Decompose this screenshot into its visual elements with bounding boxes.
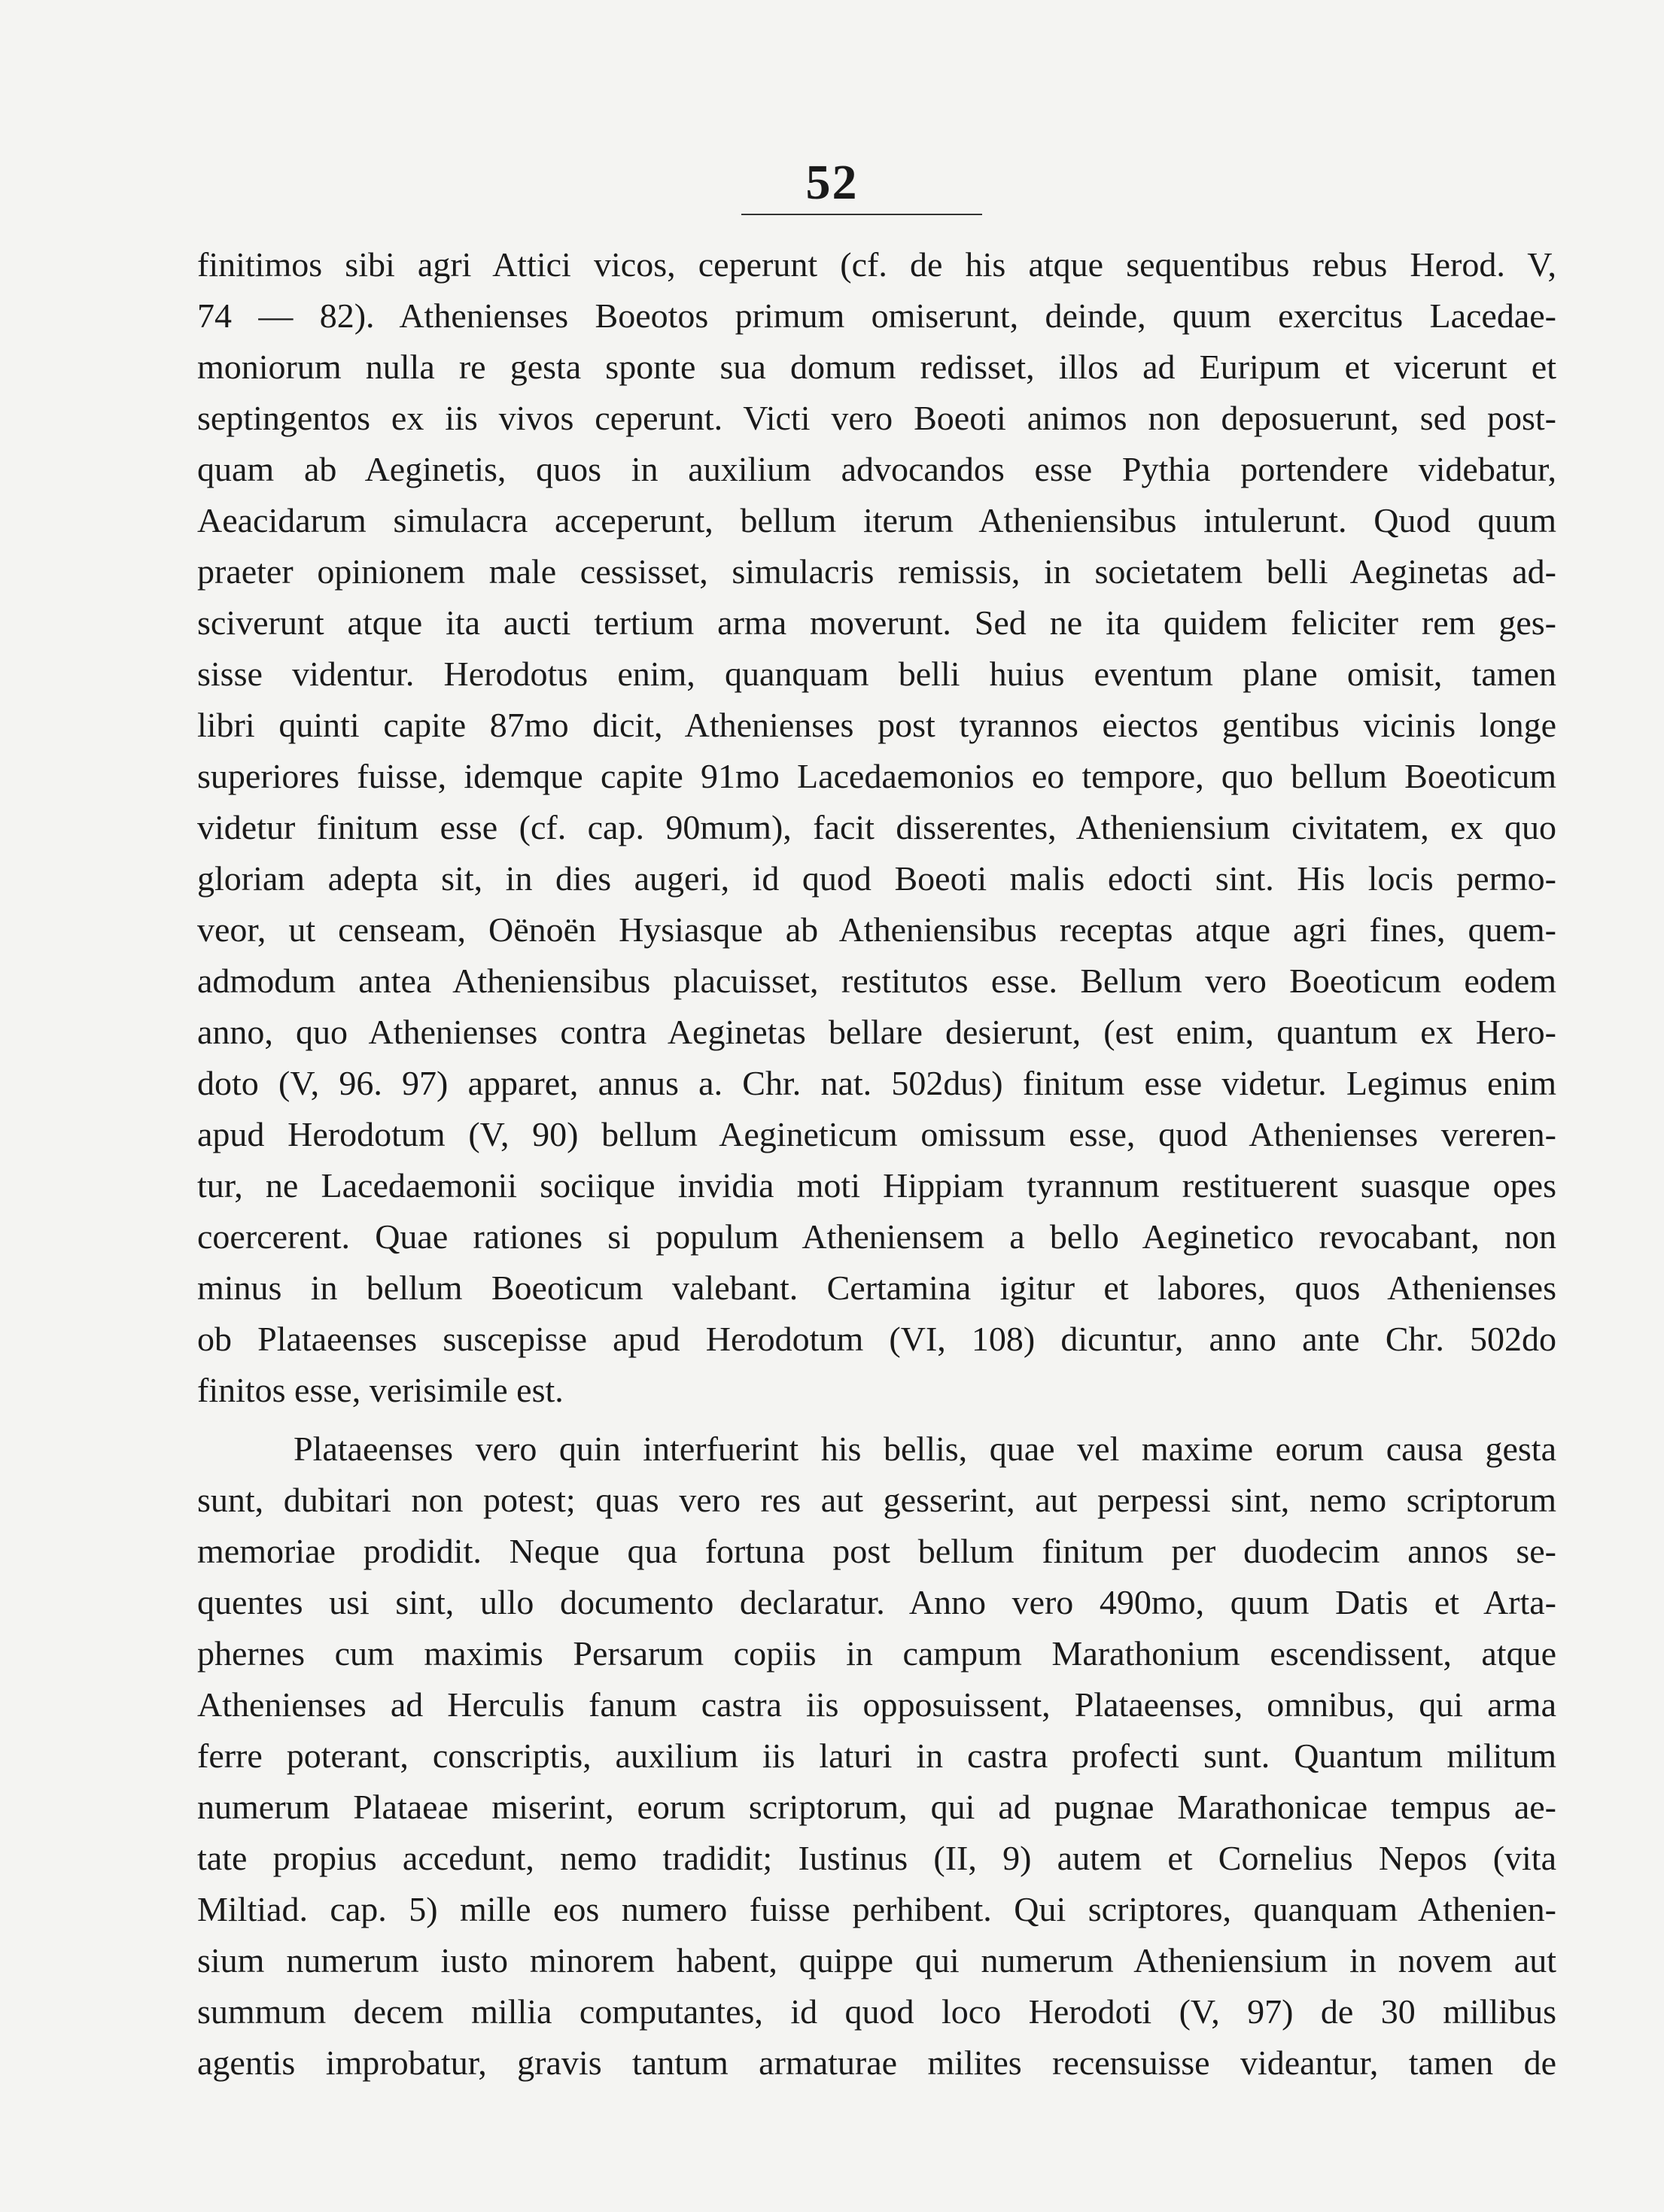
page-number: 52 bbox=[805, 155, 859, 210]
text-line: quam ab Aeginetis, quos in auxilium advocandos esse Pythia portendere videbatur, bbox=[197, 450, 1556, 488]
text-line: minus in bellum Boeoticum valebant. Certamina igitur et labores, quos Athenienses bbox=[197, 1269, 1556, 1307]
text-line: gloriam adepta sit, in dies augeri, id quod Boeoti malis edocti sint. His locis permo- bbox=[197, 859, 1556, 898]
text-line: sisse videntur. Herodotus enim, quanquam belli huius eventum plane omisit, tamen bbox=[197, 655, 1556, 693]
text-line: Athenienses ad Herculis fanum castra iis opposuissent, Plataeenses, omnibus, qui arma bbox=[197, 1685, 1556, 1724]
text-line: tur, ne Lacedaemonii sociique invidia moti Hippiam tyrannum restituerent suasque opes bbox=[197, 1166, 1556, 1205]
text-line: apud Herodotum (V, 90) bellum Aegineticum omissum esse, quod Athenienses vereren- bbox=[197, 1115, 1556, 1153]
text-line: veor, ut censeam, Oënoën Hysiasque ab Atheniensibus receptas atque agri fines, quem- bbox=[197, 910, 1556, 949]
text-line: phernes cum maximis Persarum copiis in campum Marathonium escendissent, atque bbox=[197, 1634, 1556, 1673]
header-rule bbox=[741, 214, 982, 215]
text-line: agentis improbatur, gravis tantum armaturae milites recensuisse videantur, tamen de bbox=[197, 2043, 1556, 2082]
text-line: finitimos sibi agri Attici vicos, ceperunt (cf. de his atque sequentibus rebus Herod. V, bbox=[197, 245, 1556, 284]
text-line: libri quinti capite 87mo dicit, Athenienses post tyrannos eiectos gentibus vicinis longe bbox=[197, 706, 1556, 744]
paragraph-1 bbox=[197, 239, 1556, 1416]
text-line: admodum antea Atheniensibus placuisset, restitutos esse. Bellum vero Boeoticum eodem bbox=[197, 962, 1556, 1000]
body-text bbox=[197, 239, 1556, 2089]
text-line: doto (V, 96. 97) apparet, annus a. Chr. nat. 502dus) finitum esse videtur. Legimus enim bbox=[197, 1064, 1556, 1102]
text-line: tate propius accedunt, nemo tradidit; Iustinus (II, 9) autem et Cornelius Nepos (vita bbox=[197, 1839, 1556, 1877]
text-line: finitos esse, verisimile est. bbox=[197, 1371, 564, 1409]
text-line: Plataeenses vero quin interfuerint his bellis, quae vel maxime eorum causa gesta bbox=[294, 1430, 1556, 1468]
text-line: sunt, dubitari non potest; quas vero res aut gesserint, aut perpessi sint, nemo scriptorum bbox=[197, 1481, 1556, 1519]
text-line: moniorum nulla re gesta sponte sua domum redisset, illos ad Euripum et vicerunt et bbox=[197, 348, 1556, 386]
text-line: praeter opinionem male cessisset, simulacris remissis, in societatem belli Aeginetas ad- bbox=[197, 552, 1556, 591]
text-line: Aeacidarum simulacra acceperunt, bellum iterum Atheniensibus intulerunt. Quod quum bbox=[197, 501, 1556, 539]
paragraph-2 bbox=[197, 1424, 1556, 2089]
text-line: videtur finitum esse (cf. cap. 90mum), facit disserentes, Atheniensium civitatem, ex quo bbox=[197, 808, 1556, 846]
text-line: memoriae prodidit. Neque qua fortuna post bellum finitum per duodecim annos se- bbox=[197, 1532, 1556, 1570]
text-line: 74 — 82). Athenienses Boeotos primum omiserunt, deinde, quum exercitus Lacedae- bbox=[197, 296, 1556, 335]
text-line: septingentos ex iis vivos ceperunt. Victi vero Boeoti animos non deposuerunt, sed post- bbox=[197, 399, 1556, 437]
text-line: summum decem millia computantes, id quod loco Herodoti (V, 97) de 30 millibus bbox=[197, 1992, 1556, 2031]
text-line: coercerent. Quae rationes si populum Atheniensem a bello Aeginetico revocabant, non bbox=[197, 1217, 1556, 1256]
text-line: Miltiad. cap. 5) mille eos numero fuisse perhibent. Qui scriptores, quanquam Athenien- bbox=[197, 1890, 1556, 1928]
text-line: sciverunt atque ita aucti tertium arma moverunt. Sed ne ita quidem feliciter rem ges- bbox=[197, 603, 1556, 642]
text-line: anno, quo Athenienses contra Aeginetas bellare desierunt, (est enim, quantum ex Hero- bbox=[197, 1013, 1556, 1051]
text-line: ferre poterant, conscriptis, auxilium iis laturi in castra profecti sunt. Quantum militum bbox=[197, 1736, 1556, 1775]
text-line: sium numerum iusto minorem habent, quippe qui numerum Atheniensium in novem aut bbox=[197, 1941, 1556, 1980]
text-line: numerum Plataeae miserint, eorum scriptorum, qui ad pugnae Marathonicae tempus ae- bbox=[197, 1788, 1556, 1826]
text-line: quentes usi sint, ullo documento declaratur. Anno vero 490mo, quum Datis et Arta- bbox=[197, 1583, 1556, 1621]
text-line: superiores fuisse, idemque capite 91mo Lacedaemonios eo tempore, quo bellum Boeoticum bbox=[197, 757, 1556, 795]
text-line: ob Plataeenses suscepisse apud Herodotum (VI, 108) dicuntur, anno ante Chr. 502do bbox=[197, 1320, 1556, 1358]
